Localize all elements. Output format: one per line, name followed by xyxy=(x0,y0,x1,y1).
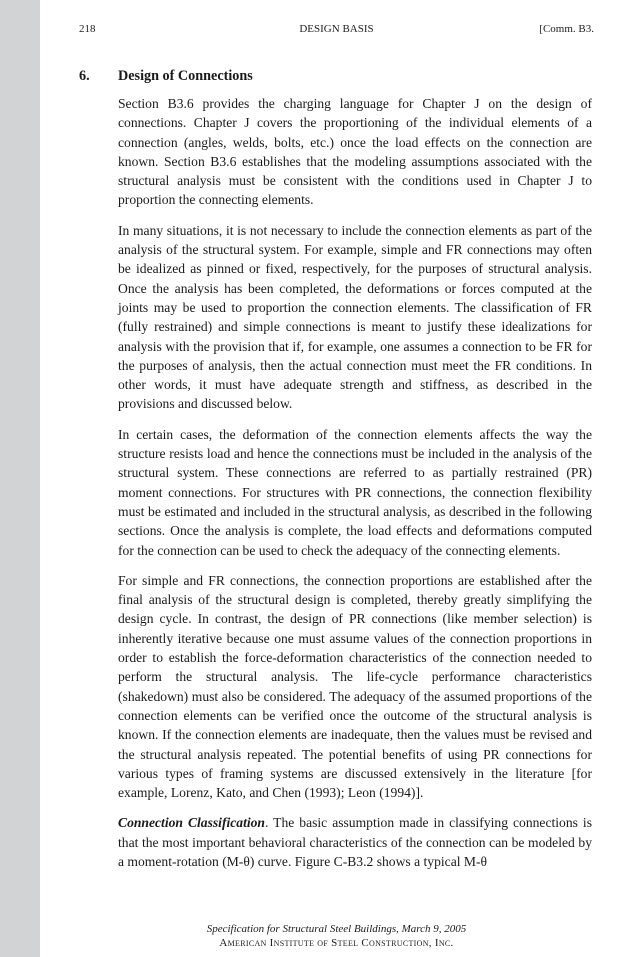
page-footer xyxy=(79,922,594,950)
section-title: Design of Connections xyxy=(118,68,253,84)
footer-publisher: American Institute of Steel Construction, Inc. xyxy=(219,937,454,949)
running-header xyxy=(79,23,594,39)
footer-spec-title: Specification for Structural Steel Buildings, March 9, 2005 xyxy=(206,923,467,935)
left-margin-strip xyxy=(0,0,40,957)
paragraph-pr-connections: In certain cases, the deformation of the connection elements affects the way the structure resists load and hence the connections must be included in the analysis of the structural system. These connections are referred to as partially restrained (PR) moment connections. For structures with PR connections, the connection flexibility must be estimated and included in the structural analysis, as described in the following sections. Once the analysis is complete, the load effects and deformations computed for the connection can be used to check the adequacy of the connecting elements. xyxy=(118,426,592,558)
paragraph-idealization: In many situations, it is not necessary to include the connection elements as part of the analysis of the structural system. For example, simple and FR connections may often be idealized as pinned or fixed, respectively, for the purposes of structural analysis. Once the analysis has been completed, the deformations or forces computed at the joints may be used to proportion the connection elements. The classification of FR (fully restrained) and simple connections is meant to justify these idealizations for analysis with the provision that if, for example, one assumes a connection to be FR for the purposes of analysis, then the actual connection must meet the FR conditions. In other words, it must have adequate strength and stiffness, as described in the provisions and discussed below. xyxy=(118,222,592,412)
classification-text: . The basic assumption made in classifying connections is that the most important behavioral characteristics of the connection can be modeled by a moment-rotation (M-θ) curve. Figure C-B3.2 shows a typical M-θ xyxy=(118,815,592,869)
run-in-heading: Connection Classification xyxy=(118,815,265,831)
paragraph-design-cycle: For simple and FR connections, the connection proportions are established after the final analysis of the structural design is completed, thereby greatly simplifying the design cycle. In contrast, the design of PR connections (like member selection) is inherently iterative because one must assume values of the connection proportions in order to establish the force-deformation characteristics of the connection needed to perform the structural analysis. The life-cycle performance characteristics (shakedown) must also be considered. The adequacy of the assumed proportions of the connection elements can be verified once the outcome of the structural analysis is known. If the connection elements are inadequate, then the values must be revised and the structural analysis repeated. The potential benefits of using PR connections for various types of framing systems are discussed extensively in the literature [for example, Lorenz, Kato, and Chen (1993); Leon (1994)]. xyxy=(118,572,592,801)
paragraph-charging-language: Section B3.6 provides the charging language for Chapter J on the design of connections. Chapter J covers the proportioning of the individual elements of a connection (angles, welds, bolts, etc.) once the load effects on the connection are known. Section B3.6 establishes that the modeling assumptions associated with the structural analysis must be consistent with the conditions used in Chapter J to proportion the connecting elements. xyxy=(118,96,592,208)
header-title: DESIGN BASIS xyxy=(299,23,374,35)
body-text xyxy=(118,94,592,882)
header-section-ref: [Comm. B3. xyxy=(539,23,594,35)
paragraph-connection-classification xyxy=(118,813,592,871)
page-number: 218 xyxy=(79,23,96,35)
section-number: 6. xyxy=(79,68,90,84)
